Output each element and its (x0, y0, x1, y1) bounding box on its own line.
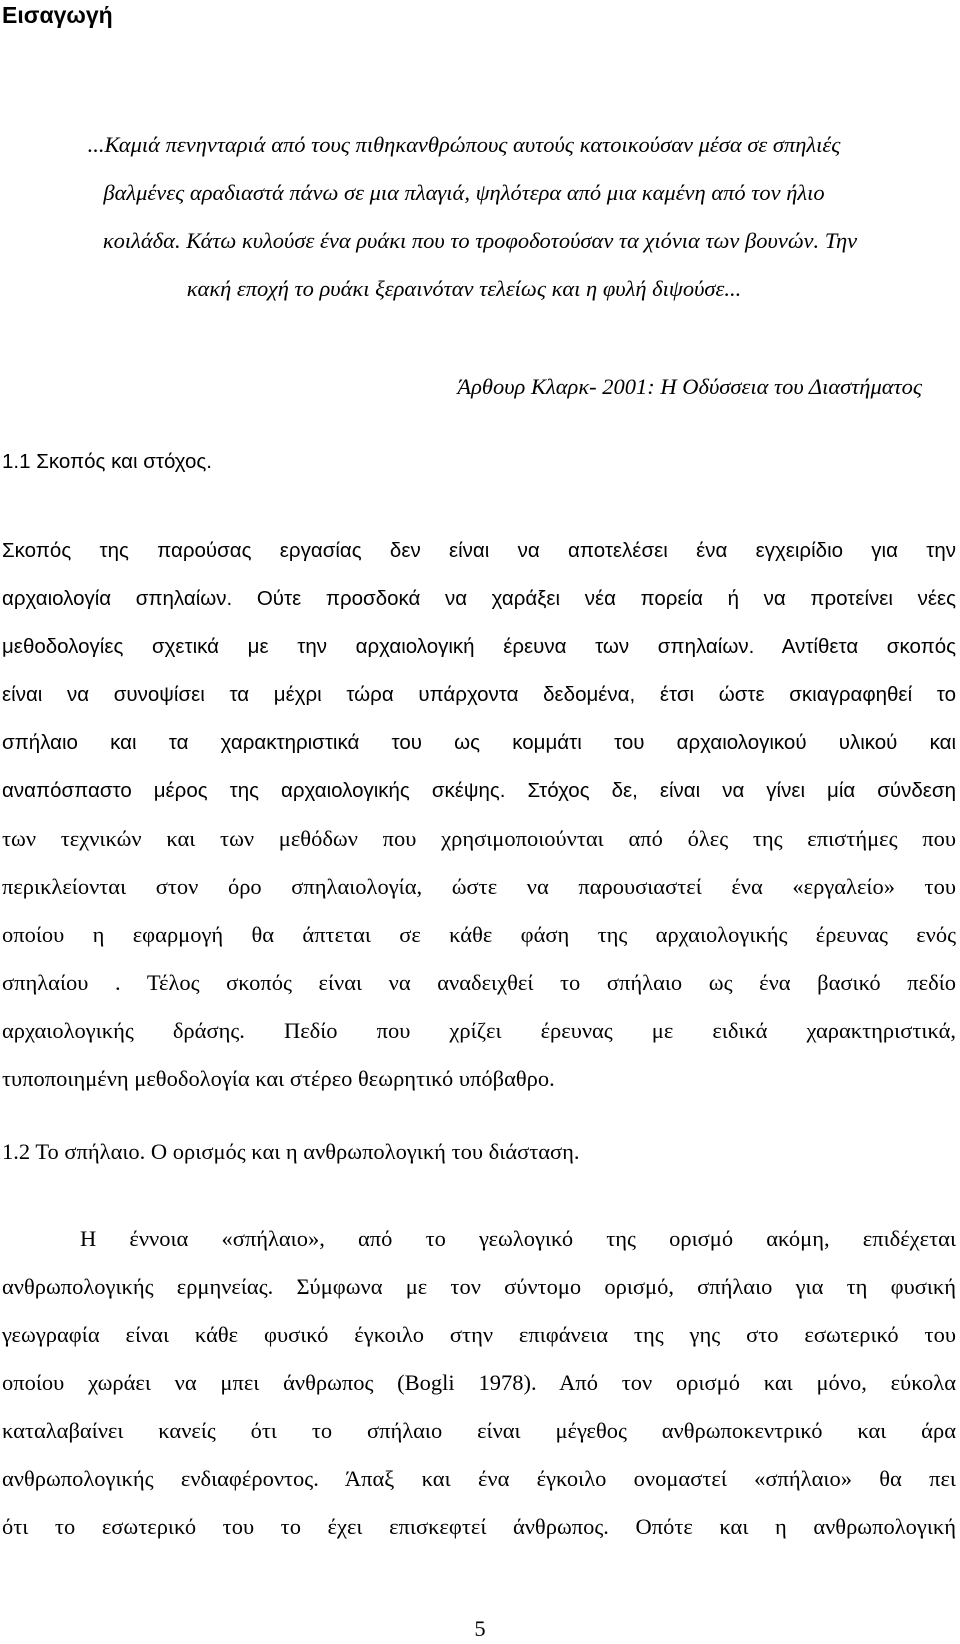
body-line: αρχαιολογικής δράσης. Πεδίο που χρίζει έρευνας με ειδικά χαρακτηριστικά, (2, 1018, 956, 1043)
epigraph-attribution: Άρθουρ Κλαρκ- 2001: Η Οδύσσεια του Διαστήματος (457, 374, 922, 399)
body-line: γεωγραφία είναι κάθε φυσικό έγκοιλο στην επιφάνεια της γης στο εσωτερικό του (2, 1322, 956, 1347)
epigraph-line: κοιλάδα. Κάτω κυλούσε ένα ρυάκι που το τροφοδοτούσαν τα χιόνια των βουνών. Την (102, 228, 858, 253)
body-line: μεθοδολογίες σχετικά με την αρχαιολογική έρευνα των σπηλαίων. Αντίθετα σκοπός (2, 635, 956, 658)
body-line: ότι το εσωτερικό του το έχει επισκεφτεί άνθρωπος. Οπότε και η ανθρωπολογική (2, 1514, 956, 1539)
body-line: των τεχνικών και των μεθόδων που χρησιμοποιούνται από όλες της επιστήμες που (2, 826, 956, 851)
body-line: οποίου χωράει να μπει άνθρωπος (Bogli 1978). Από τον ορισμό και μόνο, εύκολα (2, 1370, 956, 1395)
body-line: καταλαβαίνει κανείς ότι το σπήλαιο είναι μέγεθος ανθρωποκεντρικό και άρα (2, 1418, 956, 1443)
body-line: Η έννοια «σπήλαιο», από το γεωλογικό της ορισμό ακόμη, επιδέχεται (80, 1226, 956, 1251)
body-line: αναπόσπαστο μέρος της αρχαιολογικής σκέψης. Στόχος δε, είναι να γίνει μία σύνδεση (2, 779, 956, 802)
epigraph-line: κακή εποχή το ρυάκι ξεραινόταν τελείως και η φυλή διψούσε... (186, 276, 742, 301)
body-line: Σκοπός της παρούσας εργασίας δεν είναι να αποτελέσει ένα εγχειρίδιο για την (2, 539, 956, 562)
body-line: ανθρωπολογικής ενδιαφέροντος. Άπαξ και ένα έγκοιλο ονομαστεί «σπήλαιο» θα πει (2, 1466, 956, 1491)
body-line: σπήλαιο και τα χαρακτηριστικά του ως κομμάτι του αρχαιολογικού υλικού και (2, 731, 956, 754)
body-line: είναι να συνοψίσει τα μέχρι τώρα υπάρχοντα δεδομένα, έτσι ώστε σκιαγραφηθεί το (2, 683, 956, 706)
body-line: σπηλαίου . Τέλος σκοπός είναι να αναδειχθεί το σπήλαιο ως ένα βασικό πεδίο (2, 970, 956, 995)
body-line: περικλείονται στον όρο σπηλαιολογία, ώστε να παρουσιαστεί ένα «εργαλείο» του (2, 874, 956, 899)
epigraph-line: ...Καμιά πενηνταριά από τους πιθηκανθρώπους αυτούς κατοικούσαν μέσα σε σπηλιές (87, 132, 841, 157)
body-line: οποίου η εφαρμογή θα άπτεται σε κάθε φάση της αρχαιολογικής έρευνας ενός (2, 922, 956, 947)
epigraph-line: βαλμένες αραδιαστά πάνω σε μια πλαγιά, ψηλότερα από μια καμένη από τον ήλιο (103, 180, 825, 205)
page-number: 5 (474, 1616, 486, 1641)
chapter-title: Εισαγωγή (2, 2, 113, 28)
body-line: τυποποιημένη μεθοδολογία και στέρεο θεωρητικό υπόβαθρο. (2, 1066, 555, 1091)
section-heading-1-1: 1.1 Σκοπός και στόχος. (2, 450, 212, 473)
body-line: αρχαιολογία σπηλαίων. Ούτε προσδοκά να χαράξει νέα πορεία ή να προτείνει νέες (2, 587, 956, 610)
body-line: ανθρωπολογικής ερμηνείας. Σύμφωνα με τον σύντομο ορισμό, σπήλαιο για τη φυσική (2, 1274, 956, 1299)
section-heading-1-2: 1.2 Το σπήλαιο. Ο ορισμός και η ανθρωπολογική του διάσταση. (2, 1139, 580, 1164)
